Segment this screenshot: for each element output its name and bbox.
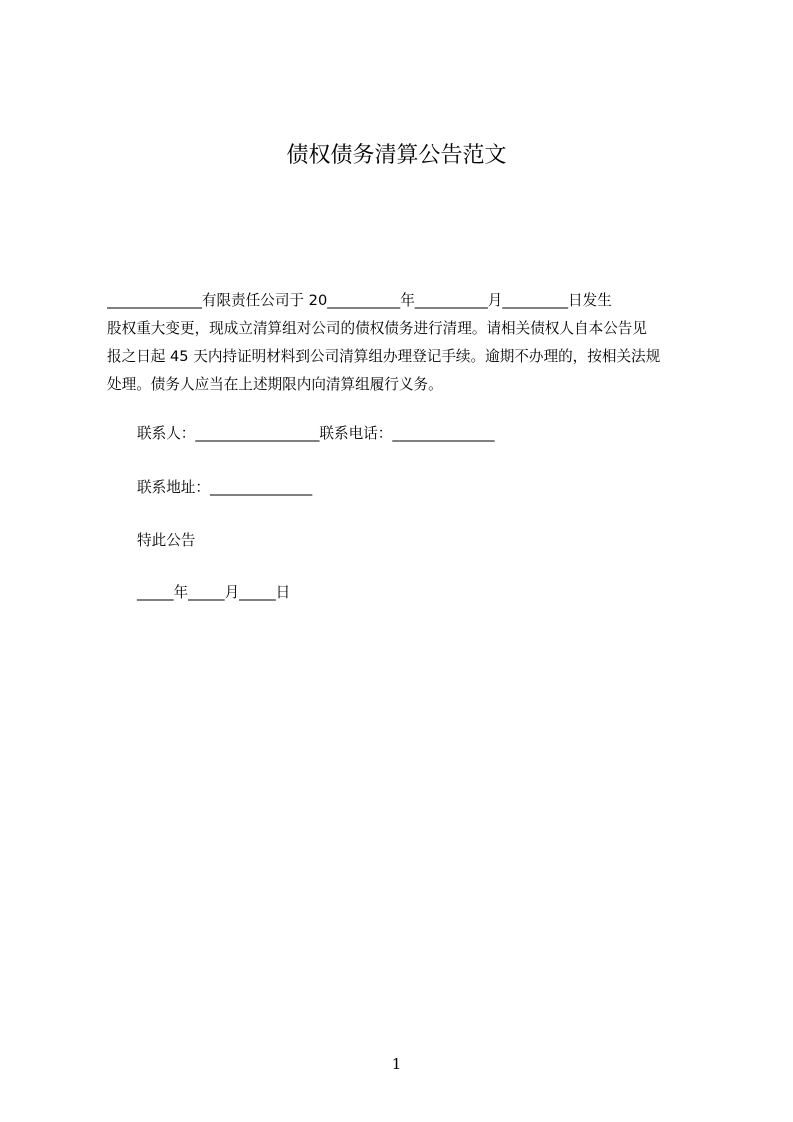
contact-line: 联系人：_________________联系电话：______________ (137, 425, 495, 442)
date-line: _____年_____月_____日 (137, 584, 291, 601)
body-line-4: 处理。债务人应当在上述期限内向清算组履行义务。 (107, 376, 443, 393)
body-line-2: 股权重大变更，现成立清算组对公司的债权债务进行清理。请相关债权人自本公告见 (107, 320, 647, 337)
notice-line: 特此公告 (137, 532, 196, 549)
page-number: 1 (391, 1055, 402, 1073)
body-line-1: _____________有限责任公司于 20__________年__________月_________日发生 (107, 292, 612, 309)
address-line: 联系地址：______________ (137, 479, 313, 496)
body-paragraph (107, 287, 697, 399)
body-line-3: 报之日起 45 天内持证明材料到公司清算组办理登记手续。逾期不办理的，按相关法规 (107, 348, 661, 365)
document-title: 债权债务清算公告范文 (286, 143, 507, 168)
